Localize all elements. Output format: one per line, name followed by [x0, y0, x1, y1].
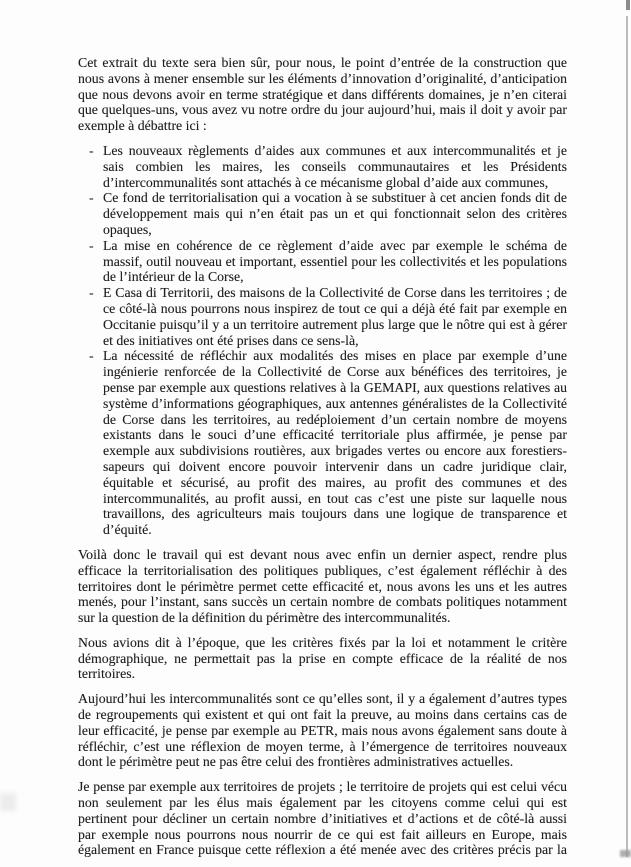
body-paragraph-continued: Je pense par exemple aux territoires de projets ; le territoire de projets qui est celui vécu non seulement par les élus mais également par les citoyens comme celui qui est pertinent pour décliner un certain nombre d’initiatives et d’actions et de côté-là aussi par exemple nous pourrons nous nourrir de ce qui est fait ailleurs en Europe, mais également en France puisque cette réflexion a été menée avec des critères précis par la — [78, 779, 567, 858]
bullet-text: Les nouveaux règlements d’aides aux communes et aux intercommunalités et je sais combien les maires, les conseils communautaires et les Présidents d’intercommunalités sont attachés à ce mécanisme global d’aide aux communes, — [103, 142, 567, 190]
list-item — [78, 285, 567, 348]
bullet-text: La nécessité de réfléchir aux modalités des mises en place par exemple d’une ingénierie renforcée de la Collectivité de Corse aux bénéfices des territoires, je pense par exemple aux questions relatives à la GEMAPI, aux questions relatives au système d’informations géographiques, aux antennes généralistes de la Collectivité de Corse dans les territoires, au redéploiement d’un certain nombre de moyens existants dans le souci d’une efficacité territoriale plus affirmée, je pense par exemple aux subdivisions routières, aux brigades vertes ou encore aux forestiers-sapeurs qui doivent encore pouvoir intervenir dans un cadre juridique clair, équitable et sécurisé, au profit des maires, au profit des communes et des intercommunalités, au profit aussi, en tout cas c’est une piste sur laquelle nous travaillons, des agriculteurs mais toujours dans une logique de transparence et d’équité. — [103, 348, 567, 538]
scan-corner-mark-top-right — [626, 0, 630, 10]
bullet-dash-icon: - — [89, 142, 94, 158]
list-item — [78, 143, 567, 190]
bullet-dash-icon: - — [89, 237, 94, 253]
body-paragraph: Nous avions dit à l’époque, que les critères fixés par la loi et notamment le critère démographique, ne permettait pas la prise en compte efficace de la réalité de nos territoires. — [78, 634, 567, 682]
list-item — [78, 238, 567, 285]
body-paragraph: Voilà donc le travail qui est devant nous avec enfin un dernier aspect, rendre plus efficace la territorialisation des politiques publiques, c’est également réfléchir à des territoires dont le périmètre permet cette efficacité et, nous avons les uns et les autres menés, pour l’instant, sans succès un certain nombre de combats politiques notamment sur la question de la définition du périmètre des intercommunalités. — [78, 546, 567, 626]
scan-edge-line — [626, 16, 628, 857]
bullet-text: Ce fond de territorialisation qui a vocation à se substituer à cet ancien fonds dit de développement mais qui n’en était pas un et qui fonctionnait selon des critères opaques, — [103, 190, 567, 237]
bullet-list — [78, 143, 567, 538]
bullet-dash-icon: - — [89, 190, 94, 206]
body-paragraph: Aujourd’hui les intercommunalités sont ce qu’elles sont, il y a également d’autres types de regroupements qui existent et qui ont fait la preuve, au moins dans certains cas de leur efficacité, je pense par exemple au PETR, mais nous avons également sans doute à réfléchir, c’est une réflexion de moyen terme, à l’émergence de territoires nouveaux dont le périmètre peut ne pas être celui des frontières administratives actuelles. — [78, 691, 567, 770]
scan-corner-mark-bottom-right — [620, 850, 631, 857]
page-text-block — [78, 55, 567, 867]
list-item — [78, 348, 567, 538]
bullet-text: La mise en cohérence de ce règlement d’aide avec par exemple le schéma de massif, outil nouveau et important, essentiel pour les collectivités et les populations de l’intérieur de la Corse, — [103, 237, 567, 285]
scan-smudge-left-edge — [0, 793, 16, 811]
bullet-text: E Casa di Territorii, des maisons de la Collectivité de Corse dans les territoires ; de ce côté-là nous pourrons nous inspirez de tout ce qui a déjà été fait par exemple en Occitanie puisqu’il y a un territoire autrement plus large que le nôtre qui est à gérer et des initiatives ont été prises dans ce sens-là, — [103, 285, 567, 348]
bullet-dash-icon: - — [89, 348, 94, 364]
list-item — [78, 190, 567, 237]
intro-paragraph: Cet extrait du texte sera bien sûr, pour nous, le point d’entrée de la construction que nous avons à mener ensemble sur les éléments d’innovation d’originalité, d’anticipation que nous devons avoir en terme stratégique et dans différents domaines, je n’en citerai que quelques-uns, vous avez vu notre ordre du jour aujourd’hui, mais il doit y avoir par exemple à débattre ici : — [78, 55, 567, 134]
bullet-dash-icon: - — [89, 285, 94, 301]
